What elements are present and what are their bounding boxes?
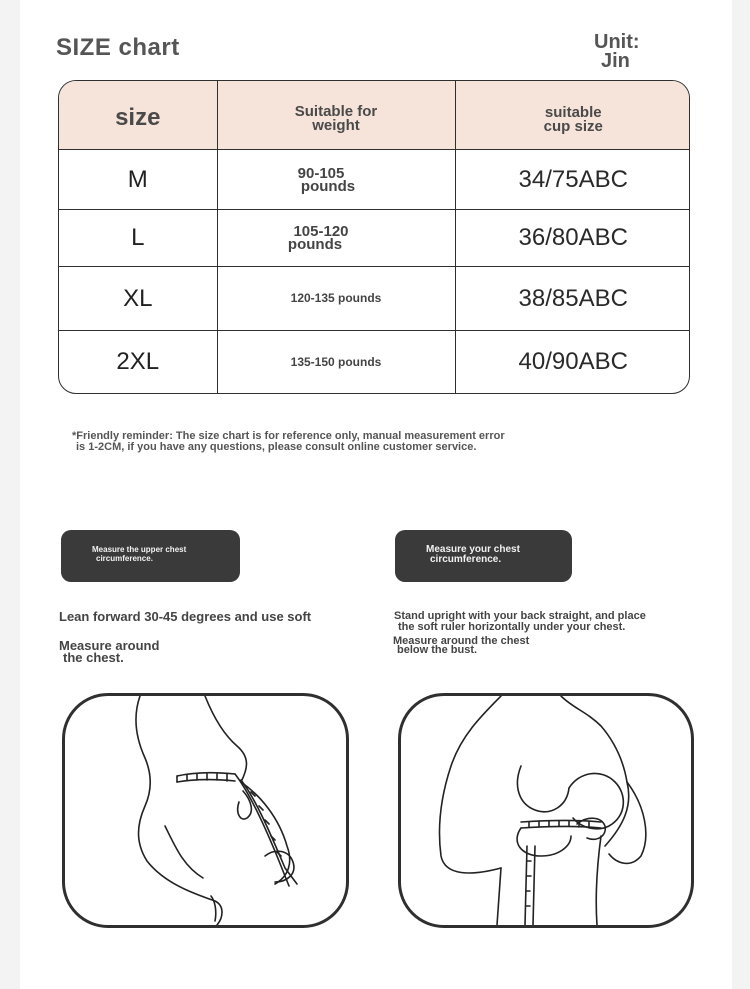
friendly-reminder (72, 431, 692, 453)
table-row (59, 150, 690, 210)
size-table (58, 80, 690, 394)
row-size: XL (59, 267, 217, 331)
header-weight-line1: Suitable for (294, 103, 378, 120)
unit-label-line2: Jin (601, 50, 630, 72)
reminder-line2: is 1-2CM, if you have any questions, please consult online customer service. (76, 441, 477, 453)
row-size: 2XL (59, 331, 217, 394)
size-chart-page (20, 0, 732, 989)
right-instruction: Stand upright with your back straight, and place the soft ruler horizontally under your chest. (394, 610, 646, 633)
upper-chest-figure-icon (65, 696, 346, 925)
row-cup: 40/90ABC (455, 331, 690, 394)
header-cup-line2: cup size (543, 118, 603, 135)
unit-label-line1: Unit: (594, 31, 640, 53)
upper-chest-label: Measure the upper chest circumference. (61, 530, 240, 582)
table-row (59, 210, 690, 267)
left-instruction: Lean forward 30-45 degrees and use soft (59, 609, 312, 624)
table-header-row (59, 81, 690, 150)
row-cup: 36/80ABC (455, 210, 690, 267)
row-cup: 38/85ABC (455, 267, 690, 331)
chest-label: Measure your chest circumference. (395, 530, 572, 582)
left-note: Measure around the chest. (59, 638, 160, 665)
row-weight: 135-150 pounds (217, 331, 455, 394)
table-row (59, 331, 690, 394)
upper-chest-measuring-illustration-icon (62, 693, 349, 928)
reminder-line1: *Friendly reminder: The size chart is for reference only, manual measurement error (72, 430, 505, 442)
header-weight-line2: weight (312, 117, 360, 134)
unit-label (594, 33, 674, 71)
header-cup-line1: suitable (544, 104, 602, 121)
header-size: size (59, 81, 217, 150)
row-weight: 105-120 pounds (217, 210, 455, 267)
header-cup (455, 81, 690, 150)
table-row (59, 267, 690, 331)
under-bust-measuring-illustration-icon (398, 693, 694, 928)
under-bust-figure-icon (401, 696, 691, 925)
row-weight: 120-135 pounds (217, 267, 455, 331)
row-cup: 34/75ABC (455, 150, 690, 210)
row-weight: 90-105 pounds (217, 150, 455, 210)
header-weight (217, 81, 455, 150)
row-size: M (59, 150, 217, 210)
page-title: SIZE chart (56, 34, 180, 61)
right-note: Measure around the chest below the bust. (393, 635, 530, 656)
row-size: L (59, 210, 217, 267)
